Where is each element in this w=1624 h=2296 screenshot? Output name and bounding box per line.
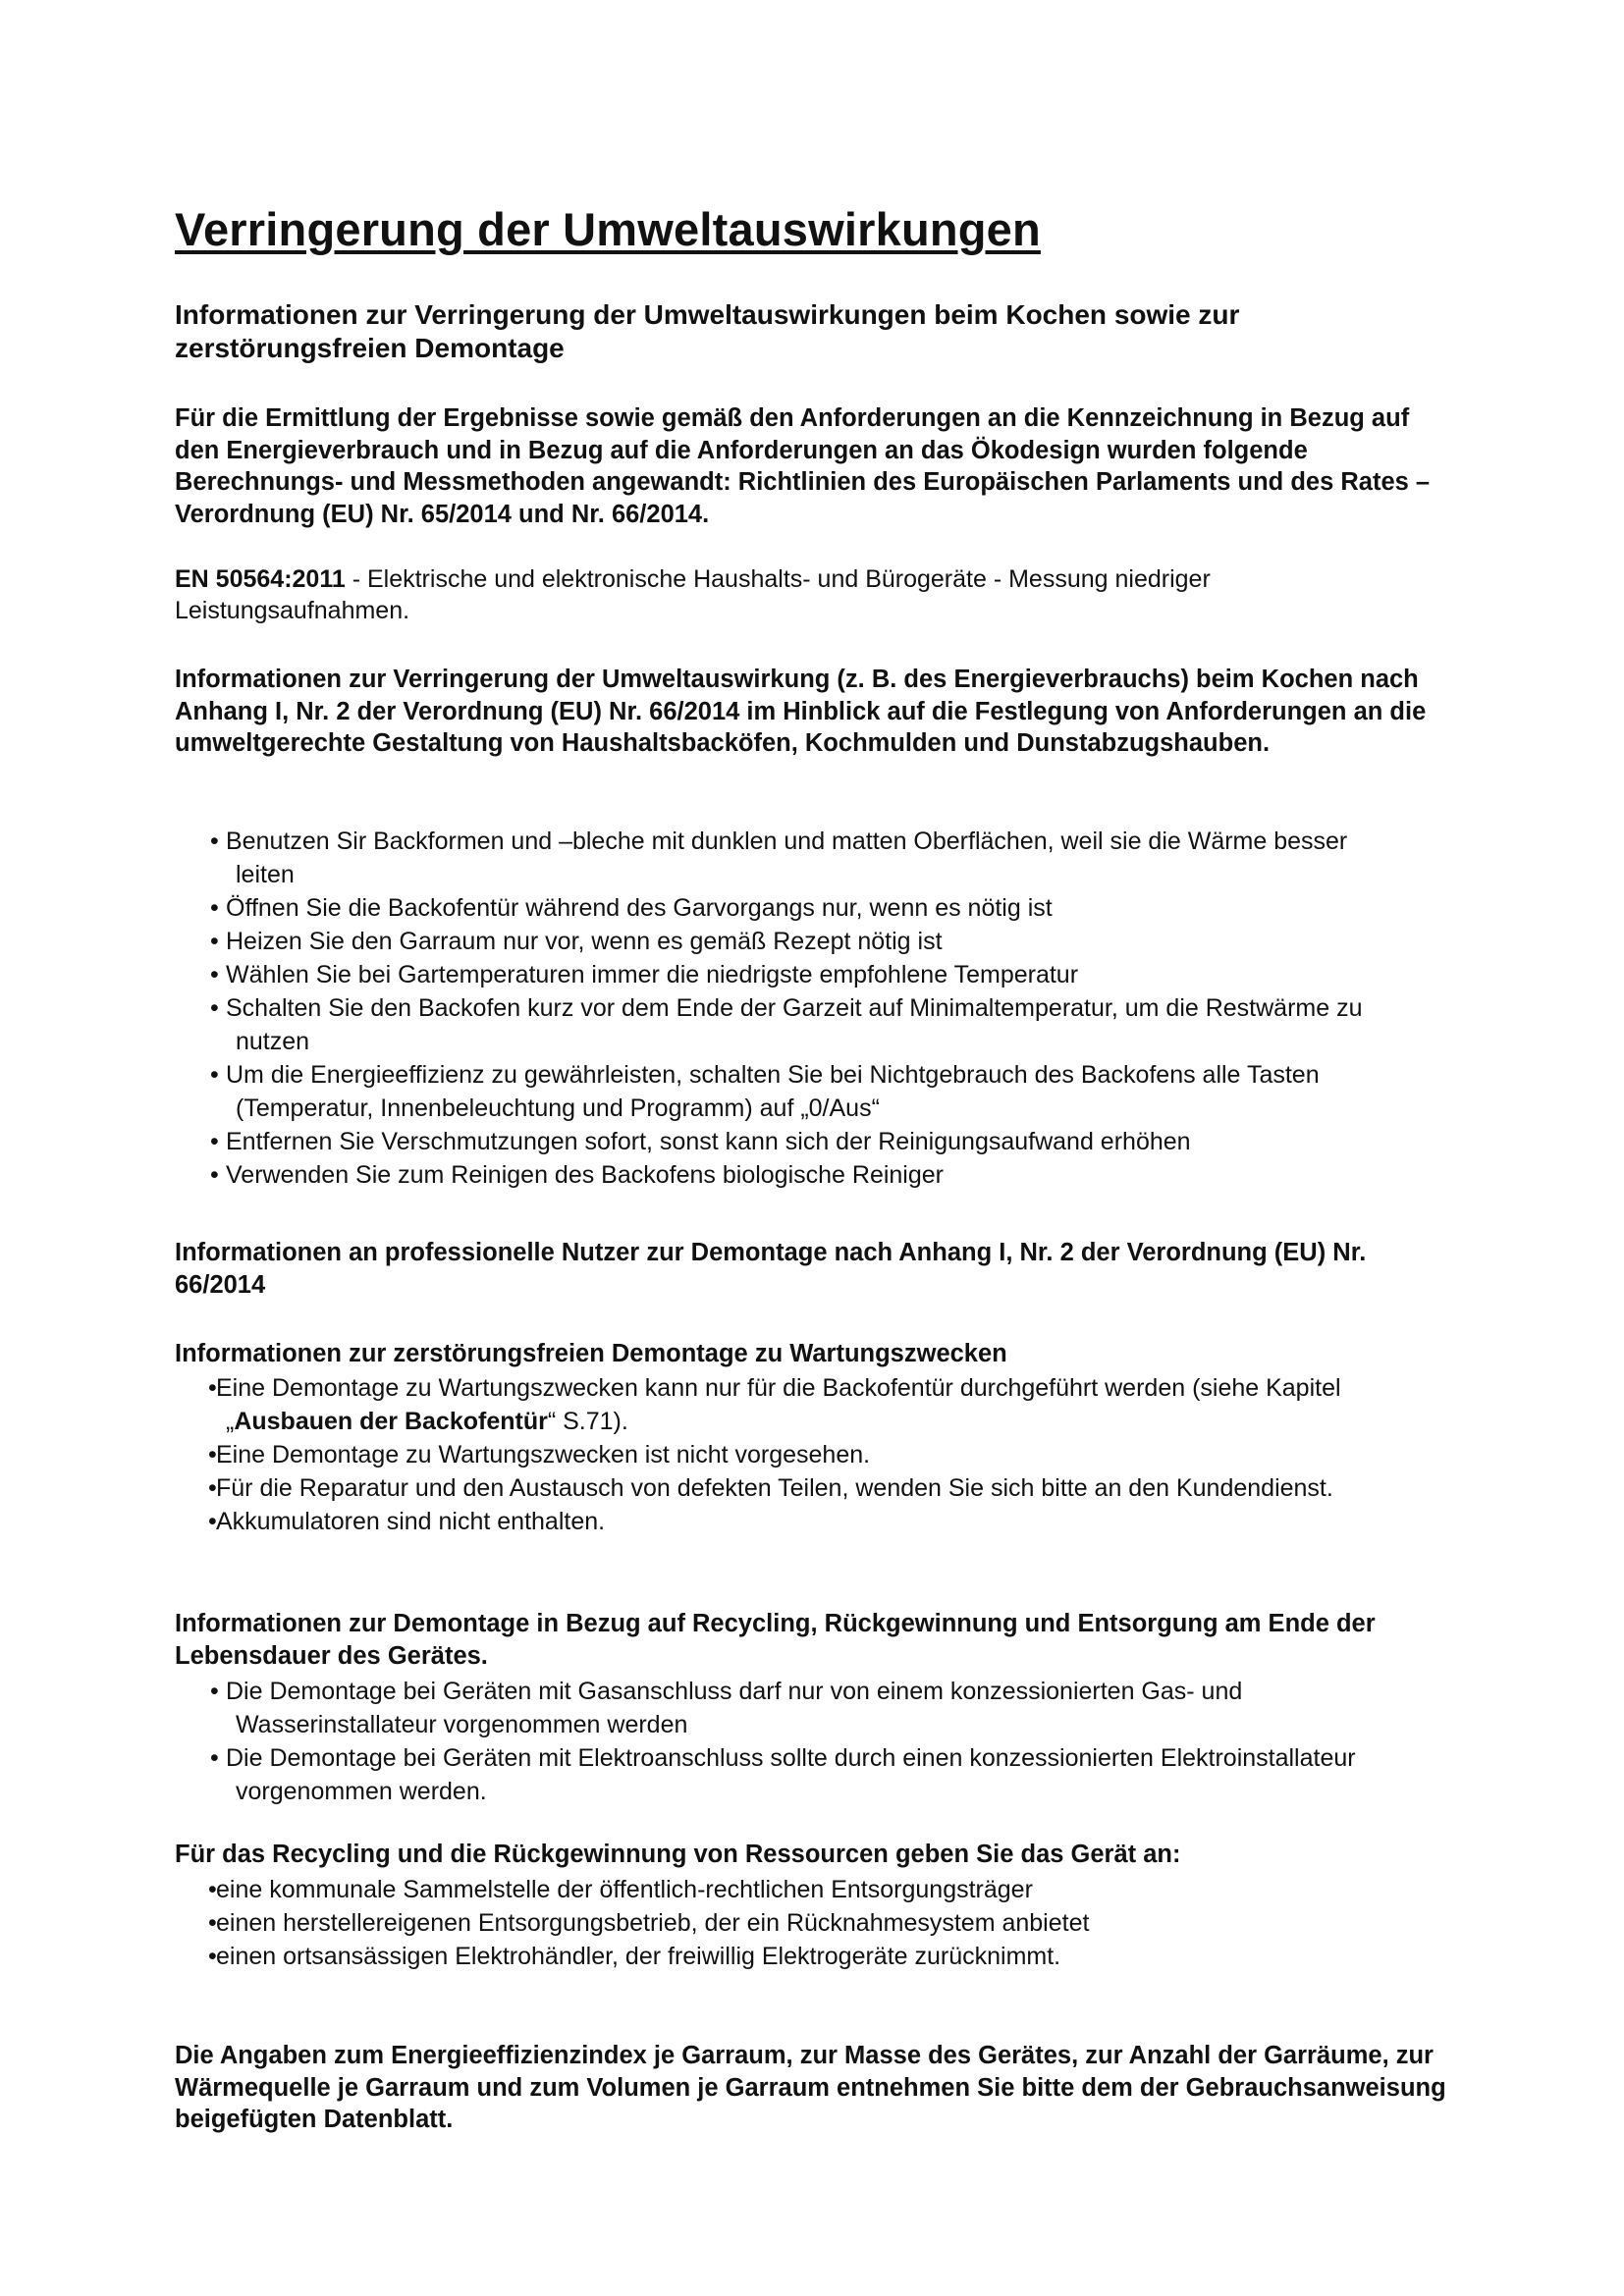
list-item <box>175 1158 1412 1192</box>
bullet-icon: • <box>210 961 219 988</box>
bullet-icon: • <box>210 928 219 955</box>
list-item-text: Um die Energieeffizienz zu gewährleisten, schalten Sie bei Nichtgebrauch des Backofens alle Tasten (Temperatur, Innenbeleuchtung und Programm) auf „0/Aus“ <box>226 1061 1320 1122</box>
list-item-text: einen herstellereigenen Entsorgungsbetrieb, der ein Rücknahmesystem anbietet <box>216 1909 1090 1937</box>
bullet-icon: • <box>210 1161 219 1189</box>
bullet-icon: • <box>210 1128 219 1155</box>
list-item <box>175 1471 1412 1505</box>
professional-section-heading: Informationen an professionelle Nutzer zur Demontage nach Anhang I, Nr. 2 der Verordnung (EU) Nr. 66/2014 <box>175 1239 1367 1299</box>
list-item-text: Verwenden Sie zum Reinigen des Backofens biologische Reiniger <box>226 1161 944 1189</box>
bullet-icon: • <box>210 894 219 922</box>
standard-text: - Elektrische und elektronische Haushalts- und Bürogeräte - Messung niedriger Leistungsaufnahmen. <box>175 565 1211 624</box>
maintenance-list <box>175 1371 1412 1538</box>
list-item-text: Eine Demontage zu Wartungszwecken ist nicht vorgesehen. <box>216 1441 871 1468</box>
bullet-icon: • <box>210 1061 219 1089</box>
page-reference: “ S.71). <box>547 1408 628 1435</box>
return-list <box>175 1873 1412 1973</box>
list-item <box>175 825 1412 891</box>
bullet-icon: • <box>208 1474 217 1502</box>
list-item <box>175 991 1412 1058</box>
bullet-icon: • <box>210 1678 219 1705</box>
list-item <box>175 1741 1412 1808</box>
recycling-list <box>175 1675 1412 1808</box>
chapter-reference: Ausbauen der Backofentür <box>234 1408 548 1435</box>
list-item-text: Wählen Sie bei Gartemperaturen immer die niedrigste empfohlene Temperatur <box>226 961 1079 988</box>
list-item <box>175 1906 1412 1940</box>
subtitle: Informationen zur Verringerung der Umweltauswirkungen beim Kochen sowie zur zerstörungsfreien Demontage <box>175 299 1240 363</box>
list-item <box>175 891 1412 925</box>
list-item-text: Entfernen Sie Verschmutzungen sofort, sonst kann sich der Reinigungsaufwand erhöhen <box>226 1128 1191 1155</box>
bullet-icon: • <box>208 1943 217 1970</box>
standard-code: EN 50564:2011 <box>175 565 346 593</box>
return-section-heading: Für das Recycling und die Rückgewinnung von Ressourcen geben Sie das Gerät an: <box>175 1841 1181 1868</box>
intro-paragraph: Für die Ermittlung der Ergebnisse sowie gemäß den Anforderungen an die Kennzeichnung in Bezug auf den Energieverbrauch und in Bezug auf die Anforderungen an das Ökodesign wurden folgende Berechnungs- und Messmethoden angewandt: Richtlinien des Europäischen Parlaments und des Rates – Verordnung (EU) Nr. 65/2014 und Nr. 66/2014. <box>175 404 1431 528</box>
bullet-icon: • <box>208 1441 217 1468</box>
cooking-tips-list <box>175 825 1412 1192</box>
list-item-text: Für die Reparatur und den Austausch von defekten Teilen, wenden Sie sich bitte an den Kundendienst. <box>216 1474 1333 1502</box>
bullet-icon: • <box>210 994 219 1022</box>
list-item-text: Eine Demontage zu Wartungszwecken kann nur für die Backofentür durchgeführt werden (siehe Kapitel „ <box>216 1374 1341 1435</box>
list-item <box>175 1940 1412 1973</box>
list-item <box>175 1371 1412 1438</box>
bullet-icon: • <box>210 828 219 855</box>
recycling-section-heading: Informationen zur Demontage in Bezug auf Recycling, Rückgewinnung und Entsorgung am Ende der Lebensdauer des Gerätes. <box>175 1610 1376 1670</box>
list-item <box>175 1873 1412 1906</box>
list-item <box>175 1058 1412 1125</box>
list-item-text: Öffnen Sie die Backofentür während des Garvorgangs nur, wenn es nötig ist <box>226 894 1053 922</box>
list-item-text: Benutzen Sir Backformen und –bleche mit dunklen und matten Oberflächen, weil sie die Wärme besser leiten <box>226 828 1348 888</box>
list-item <box>175 958 1412 991</box>
cooking-section-heading: Informationen zur Verringerung der Umweltauswirkung (z. B. des Energieverbrauchs) beim Kochen nach Anhang I, Nr. 2 der Verordnung (EU) Nr. 66/2014 im Hinblick auf die Festlegung von Anforderungen an die umweltgerechte Gestaltung von Haushaltsbacköfen, Kochmulden und Dunstabzugshauben. <box>175 666 1427 757</box>
list-item-text: Die Demontage bei Geräten mit Elektroanschluss sollte durch einen konzessionierten Elektroinstallateur vorgenommen werden. <box>226 1744 1356 1805</box>
list-item-text: Heizen Sie den Garraum nur vor, wenn es gemäß Rezept nötig ist <box>226 928 943 955</box>
list-item <box>175 925 1412 958</box>
bullet-icon: • <box>208 1909 217 1937</box>
list-item-text: eine kommunale Sammelstelle der öffentlich-rechtlichen Entsorgungsträger <box>216 1876 1033 1903</box>
page-title: Verringerung der Umweltauswirkungen <box>175 203 1041 255</box>
list-item-text: Schalten Sie den Backofen kurz vor dem Ende der Garzeit auf Minimaltemperatur, um die Restwärme zu nutzen <box>226 994 1363 1055</box>
bullet-icon: • <box>208 1374 217 1402</box>
list-item <box>175 1438 1412 1471</box>
maintenance-section-heading: Informationen zur zerstörungsfreien Demontage zu Wartungszwecken <box>175 1340 1007 1367</box>
footer-note: Die Angaben zum Energieeffizienzindex je Garraum, zur Masse des Gerätes, zur Anzahl der Garräume, zur Wärmequelle je Garraum und zum Volumen je Garraum entnehmen Sie bitte dem der Gebrauchsanweisung beigefügten Datenblatt. <box>175 2042 1446 2133</box>
bullet-icon: • <box>210 1744 219 1772</box>
bullet-icon: • <box>208 1876 217 1903</box>
bullet-icon: • <box>208 1508 217 1535</box>
list-item <box>175 1125 1412 1158</box>
list-item <box>175 1675 1412 1741</box>
list-item-text: einen ortsansässigen Elektrohändler, der freiwillig Elektrogeräte zurücknimmt. <box>216 1943 1061 1970</box>
list-item-text: Akkumulatoren sind nicht enthalten. <box>216 1508 606 1535</box>
list-item-text: Die Demontage bei Geräten mit Gasanschluss darf nur von einem konzessionierten Gas- und Wasserinstallateur vorgenommen werden <box>226 1678 1243 1738</box>
list-item <box>175 1505 1412 1538</box>
standard-paragraph <box>175 563 1412 626</box>
